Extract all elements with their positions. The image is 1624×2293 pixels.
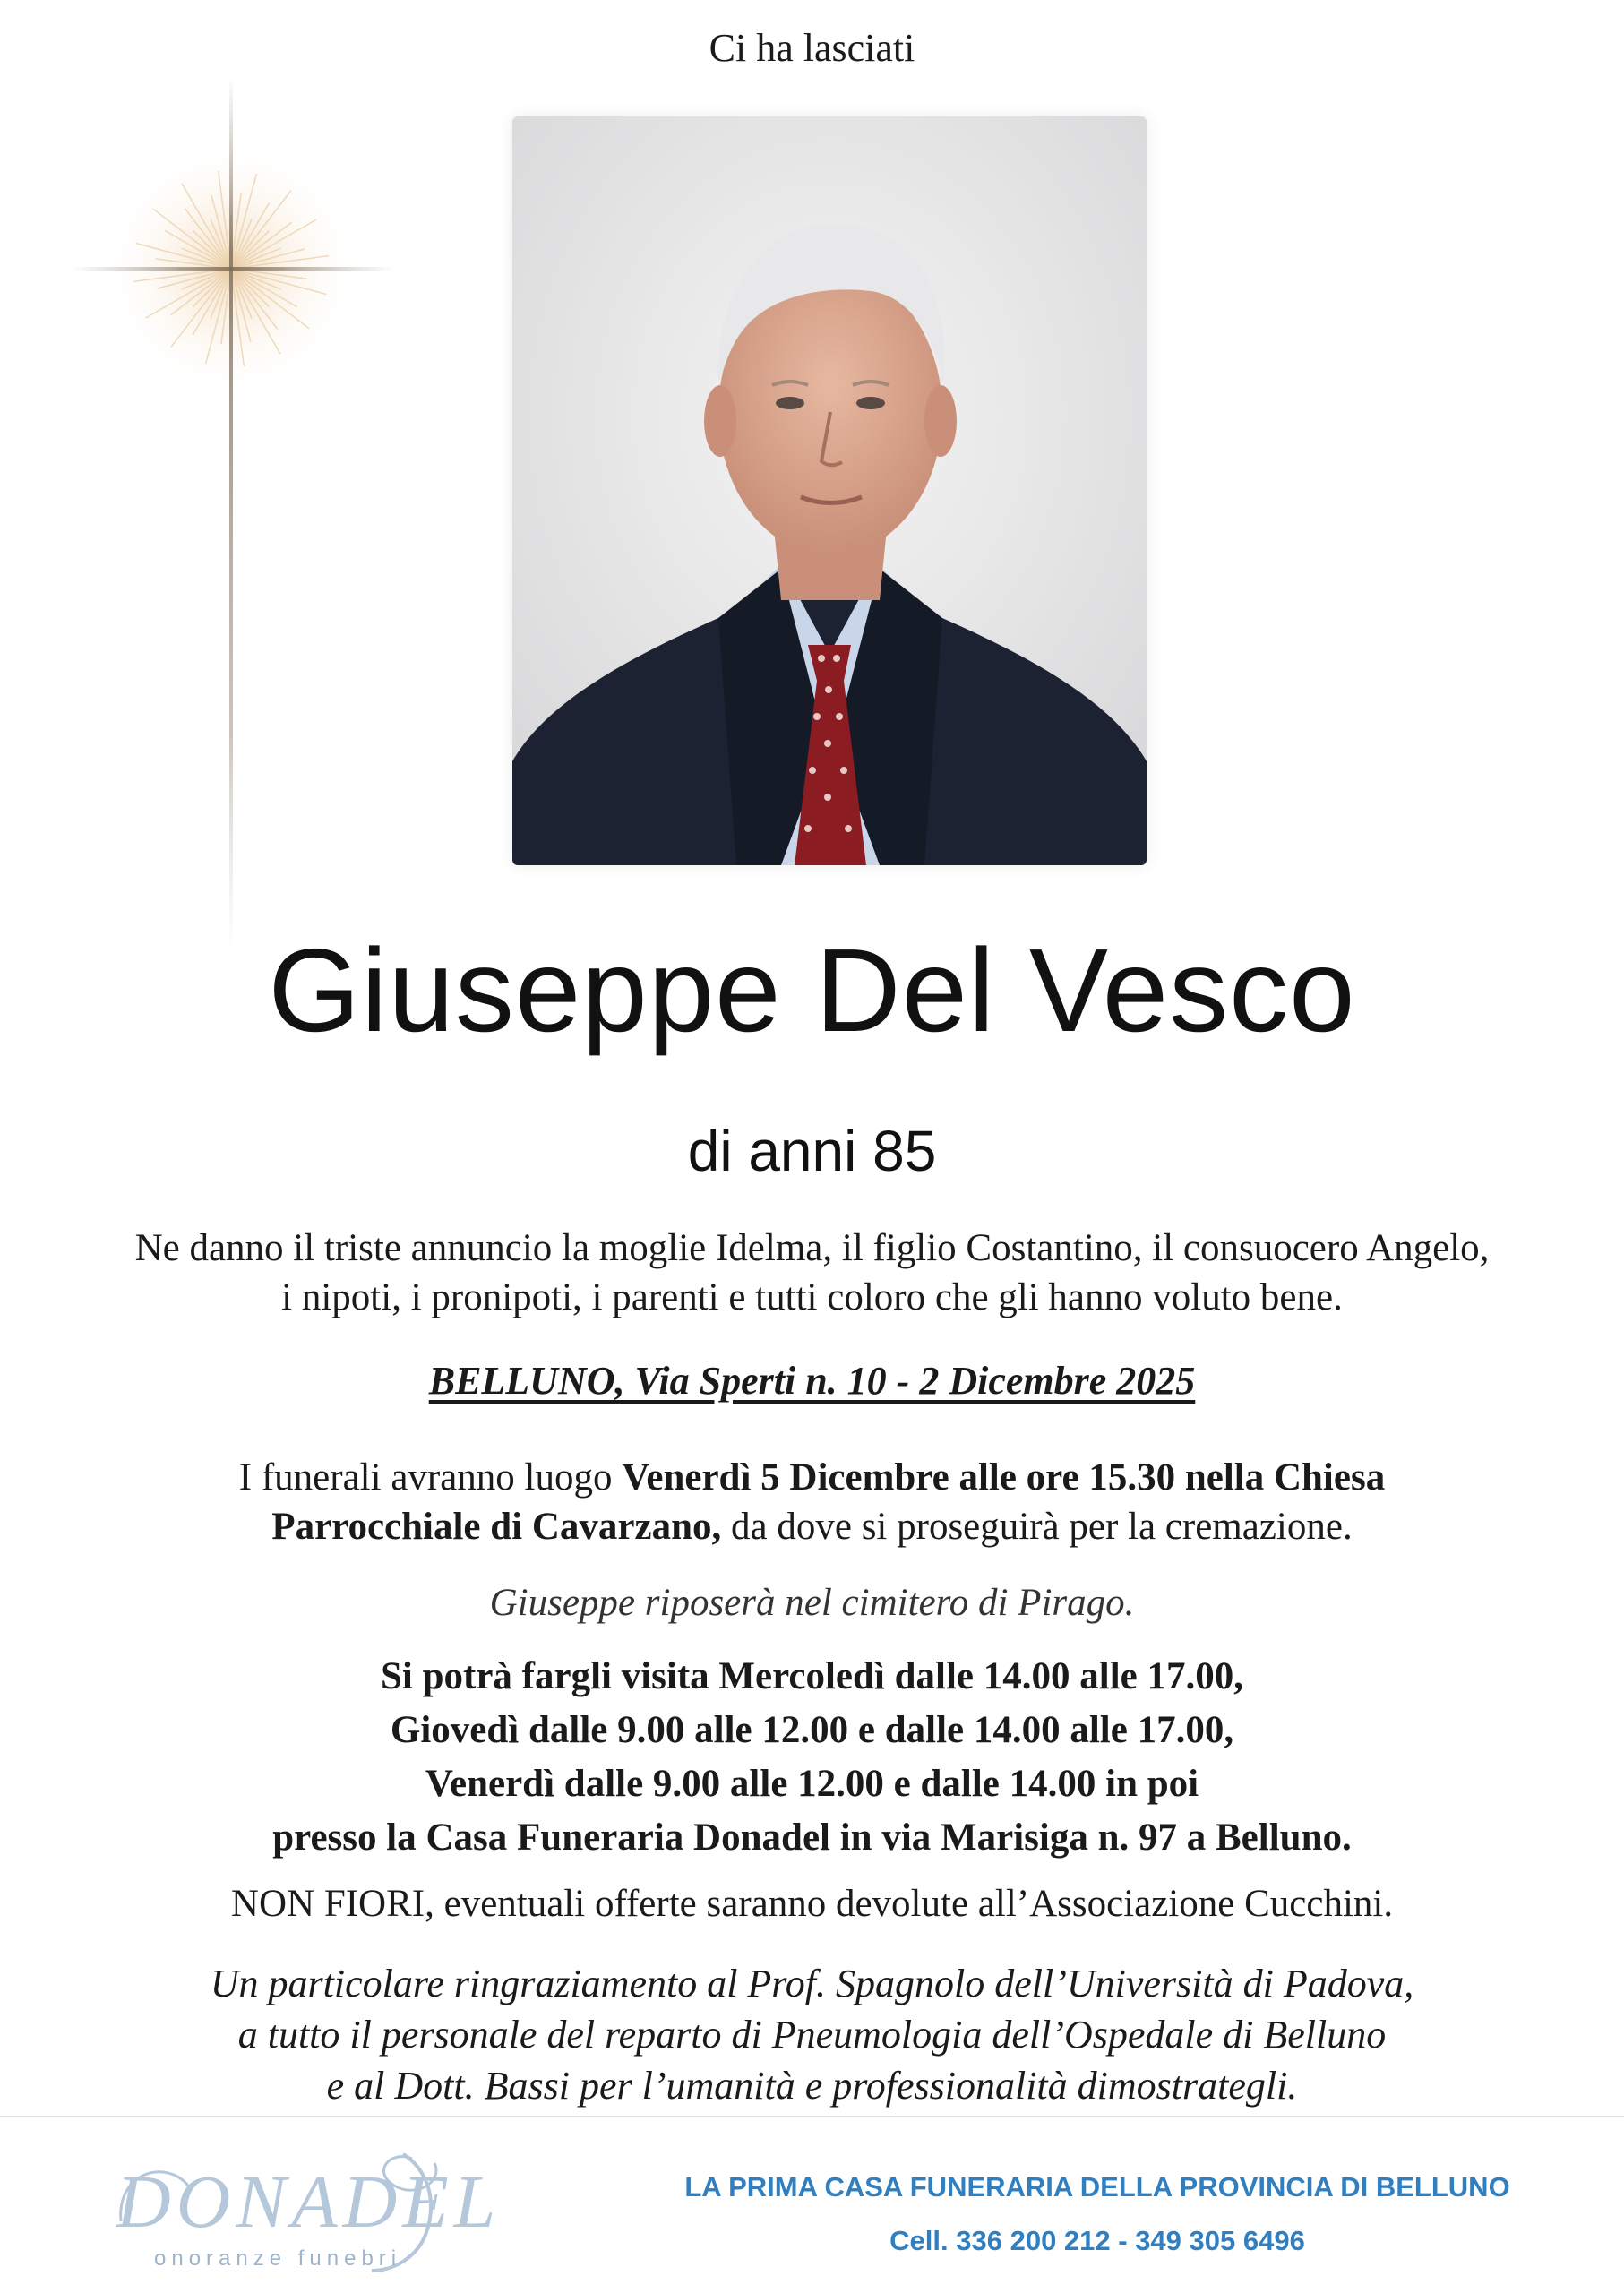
- thanks-line: a tutto il personale del reparto di Pneumologia dell’Ospedale di Belluno: [237, 2013, 1387, 2057]
- resting-place: Giuseppe riposerà nel cimitero di Pirago.: [489, 1582, 1135, 1624]
- funeral-plain: I funerali avranno luogo: [238, 1456, 623, 1499]
- announcement-line: Ne danno il triste annuncio la moglie Idelma, il figlio Costantino, il consuocero Angelo,: [134, 1227, 1490, 1269]
- funeral-plain: da dove si proseguirà per la cremazione.: [721, 1506, 1353, 1548]
- funeral-bold: Venerdì 5 Dicembre alle ore 15.30 nella Chiesa: [622, 1456, 1386, 1499]
- logo-subtitle: onoranze funebri: [154, 2246, 402, 2271]
- announcement-text: [0, 1224, 1624, 1322]
- visit-line: Giovedì dalle 9.00 alle 12.00 e dalle 14.00 alle 17.00,: [390, 1709, 1234, 1751]
- place-date-text: BELLUNO, Via Sperti n. 10 - 2 Dicembre 2025: [428, 1359, 1196, 1403]
- visit-line: Si potrà fargli visita Mercoledì dalle 14.00 alle 17.00,: [380, 1655, 1243, 1697]
- portrait-photo: [512, 116, 1147, 865]
- thanks-text: [0, 1958, 1624, 2111]
- funeral-line: [0, 1502, 1624, 1551]
- funeral-info: [0, 1453, 1624, 1551]
- visit-line: Venerdì dalle 9.00 alle 12.00 e dalle 14.00 in poi: [425, 1763, 1199, 1805]
- funeral-bold: Parrocchiale di Cavarzano,: [271, 1506, 722, 1548]
- star-cross-icon: [54, 76, 412, 954]
- footer-phones: Cell. 336 200 212 - 349 305 6496: [889, 2225, 1305, 2256]
- footer-divider: [0, 2116, 1624, 2117]
- deceased-age: di anni 85: [687, 1119, 937, 1183]
- announcement-line: i nipoti, i pronipoti, i parenti e tutti coloro che gli hanno voluto bene.: [281, 1276, 1343, 1318]
- place-date: [0, 1356, 1624, 1405]
- footer-tagline: LA PRIMA CASA FUNERARIA DELLA PROVINCIA DI BELLUNO: [684, 2171, 1510, 2203]
- thanks-line: Un particolare ringraziamento al Prof. Spagnolo dell’Università di Padova,: [210, 1962, 1414, 2005]
- visit-line: presso la Casa Funeraria Donadel in via Marisiga n. 97 a Belluno.: [272, 1816, 1352, 1859]
- funeral-line: [0, 1453, 1624, 1502]
- no-flowers-note: NON FIORI, eventuali offerte saranno devolute all’Associazione Cucchini.: [230, 1883, 1394, 1925]
- thanks-line: e al Dott. Bassi per l’umanità e professionalità dimostrategli.: [326, 2064, 1298, 2108]
- visiting-hours: [0, 1650, 1624, 1865]
- intro-heading: Ci ha lasciati: [709, 26, 915, 70]
- deceased-name: Giuseppe Del Vesco: [268, 924, 1356, 1056]
- logo-name: DONADEL: [116, 2160, 502, 2244]
